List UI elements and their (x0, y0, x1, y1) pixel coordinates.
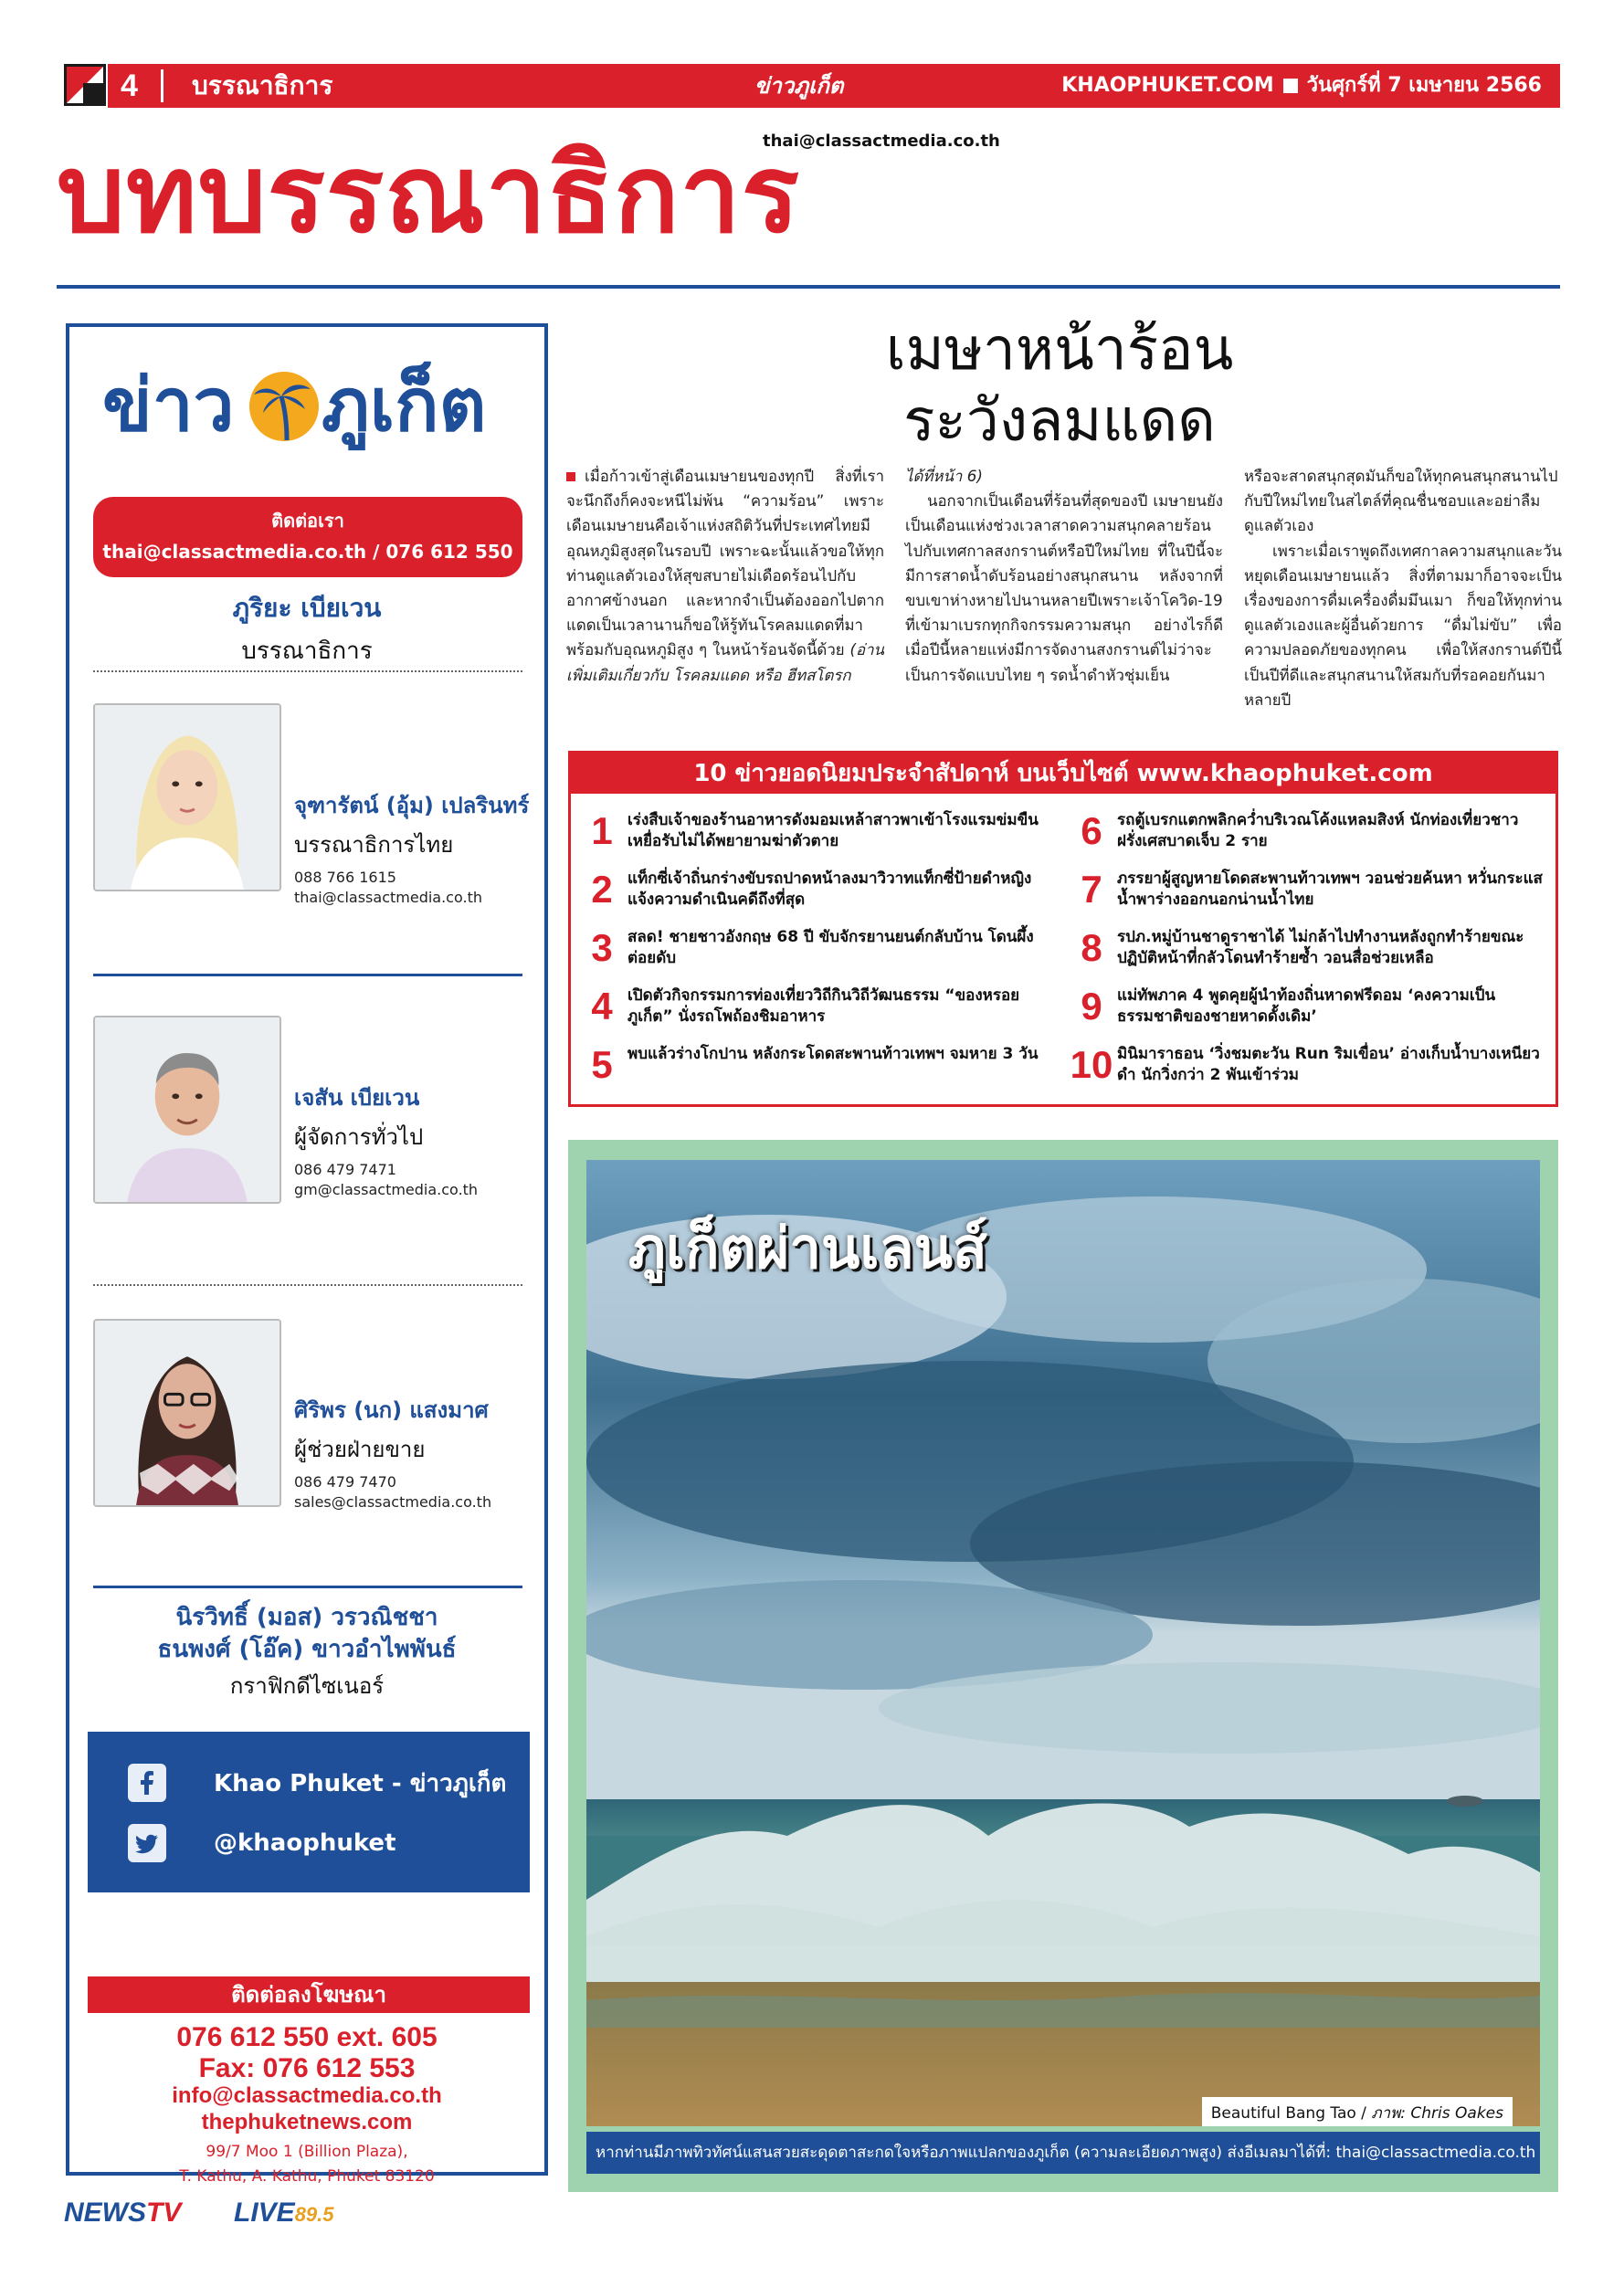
masthead-rule (57, 285, 1560, 289)
top10-headline: แท็กซี่เจ้าถิ่นกร่างขับรถปาดหน้าลงมาวิวาทแท็กซี่ป้ายดำหญิง แจ้งความดำเนินคดีถึงที่สุด (627, 869, 1032, 909)
top10-item[interactable] (580, 806, 1064, 859)
dotted-divider (93, 670, 522, 672)
staff-role: บรรณาธิการไทย (294, 832, 454, 858)
page-number: 4 (121, 69, 138, 103)
staff-role: ผู้จัดการทั่วไป (294, 1124, 424, 1150)
top10-number: 6 (1081, 809, 1102, 852)
article-italic: (อ่านเพิ่มเติมเกี่ยวกับ โรคลมแดด หรือ ฮีทสโตรก (566, 640, 884, 684)
dotted-divider (93, 1284, 522, 1286)
top10-title: 10 ข่าวยอดนิยมประจำสัปดาห์ บนเว็บไซต์ www.khaophuket.com (571, 754, 1555, 794)
top10-item[interactable] (580, 1040, 1064, 1093)
staff-phone: 088 766 1615 (294, 869, 396, 886)
article-text: หรือจะสาดสนุกสุดมันก็ขอให้ทุกคนสนุกสนานไปกับปีใหม่ไทยในสไตล์ที่คุณชื่นชอบและอย่าลืมดูแลตัวเอง (1244, 467, 1558, 535)
top10-number: 7 (1081, 868, 1102, 911)
ad-email[interactable]: info@classactmedia.co.th (172, 2083, 442, 2109)
photo-credit-place: Beautiful Bang Tao / (1210, 2104, 1366, 2123)
top10-headline: ภรรยาผู้สูญหายโดดสะพานท้าวเทพฯ วอนช่วยค้นหา หวั่นกระแสน้ำพาร่างออกนอกน่านน้ำไทย (1117, 869, 1543, 909)
article-columns (566, 464, 1562, 731)
top10-number: 4 (591, 985, 613, 1028)
photo-caption: หากท่านมีภาพทิวทัศน์แสนสวยสะดุดตาสะกดใจหรือภาพแปลกของภูเก็ต (ความละเอียดภาพสูง) ส่งอีเมลมาได้ที่: thai@classactmedia.co.th (586, 2132, 1540, 2174)
top10-number: 8 (1081, 926, 1102, 969)
article-column-2 (905, 464, 1223, 731)
corner-mark-icon (64, 64, 106, 106)
top10-headline: เปิดตัวกิจกรรมการท่องเที่ยววิถีกินวิถีวัฒนธรรม “ของหรอยภูเก็ต” นั่งรถโพถ้องชิมอาหาร (627, 986, 1020, 1026)
editor-name: ภูริยะ เบียเวน (232, 593, 382, 623)
article-title-line-1: เมษาหน้าร้อน (885, 316, 1234, 384)
editor-role: บรรณาธิการ (241, 638, 373, 665)
square-icon (1283, 79, 1298, 93)
designer-name-1: นิรวิทธิ์ (มอส) วรวณิชชา (175, 1604, 438, 1631)
newstv-logo (64, 2197, 181, 2229)
top10-item[interactable] (1070, 865, 1554, 918)
twitter-label: @khaophuket (214, 1829, 396, 1857)
khaophuket-logo (102, 360, 522, 451)
ad-address-1: 99/7 Moo 1 (Billion Plaza), (206, 2142, 408, 2161)
photo-credit-by: ภาพ: Chris Oakes (1371, 2104, 1503, 2123)
article-title (639, 314, 1480, 457)
designer-name-2: ธนพงศ์ (โอ๊ค) ขาวอำไพพันธ์ (157, 1636, 457, 1664)
top10-item[interactable] (580, 923, 1064, 976)
staff-name: เจสัน เบียเวน (294, 1085, 420, 1111)
top10-number: 1 (591, 809, 613, 852)
facebook-link[interactable] (128, 1763, 506, 1803)
designer-role: กราฟิกดีไซเนอร์ (229, 1673, 385, 1700)
masthead-title: บทบรรณาธิการ (57, 131, 801, 257)
staff-email[interactable]: gm@classactmedia.co.th (294, 1180, 479, 1198)
logo-news: NEWS (64, 2197, 146, 2228)
staff-photo-2 (93, 1016, 281, 1204)
article-title-line-2: ระวังลมแดด (903, 387, 1216, 456)
twitter-icon (128, 1824, 166, 1862)
contact-title: ติดต่อเรา (271, 510, 344, 532)
photo-credit (1202, 2097, 1513, 2126)
top10-item[interactable] (1070, 982, 1554, 1035)
ad-fax: Fax: 076 612 553 (198, 2052, 416, 2083)
staff-name: ศิริพร (นก) แสงมาศ (294, 1397, 489, 1423)
staff-info-2 (294, 1080, 541, 1199)
top10-number: 2 (591, 868, 613, 911)
logo-text-right: ภูเก็ต (322, 363, 487, 448)
top10-item[interactable] (580, 982, 1064, 1035)
staff-role: ผู้ช่วยฝ่ายขาย (294, 1437, 426, 1462)
staff-phone: 086 479 7470 (294, 1473, 396, 1491)
staff-name: จุฑารัตน์ (อุ้ม) เปลรินทร์ (294, 793, 530, 818)
contact-line[interactable]: thai@classactmedia.co.th / 076 612 550 (102, 541, 513, 563)
top10-item[interactable] (1070, 1040, 1554, 1093)
staff-info-1 (294, 787, 541, 907)
header-bar (108, 64, 1560, 108)
top10-headline: มินิมาราธอน ‘วิ่งชมตะวัน Run ริมเขื่อน’ อ่างเก็บน้ำบางเหนียวดำ นักวิ่งกว่า 2 พันเข้าร่วม (1117, 1045, 1540, 1084)
logo-tv: TV (146, 2197, 182, 2228)
article-text: เพราะเมื่อเราพูดถึงเทศกาลความสนุกและวันหยุดเดือนเมษายนแล้ว สิ่งที่ตามมาก็อาจจะเป็นเรื่องของการดื่มเครื่องดื่มมึนเมา ก็ขอให้ทุกท่านดูแลตัวเองและผู้อื่นด้วยการ “ดื่มไม่ขับ” เพื่อความปลอดภัยของทุกคน เพื่อให้สงกรานต์ปีนี้เป็นปีที่ดีและสนุกสนานให้สมกับที่รอคอยกันมาหลายปี (1244, 541, 1562, 709)
staff-info-3 (294, 1392, 541, 1512)
top10-headline: รถตู้เบรกแตกพลิกคว่ำบริเวณโค้งแหลมสิงห์ นักท่องเที่ยวชาวฝรั่งเศสบาดเจ็บ 2 ราย (1117, 811, 1519, 850)
solid-divider (93, 974, 522, 976)
logo-text-left: ข่าว (102, 363, 235, 448)
top10-headline: แม่ทัพภาค 4 พูดคุยผู้นำท้องถิ่นหาดฟรีดอม ‘คงความเป็นธรรมชาติของชายหาดดั้งเดิม’ (1117, 986, 1496, 1026)
mini-logo: ข่าวภูเก็ต (754, 73, 844, 99)
social-box (88, 1732, 530, 1892)
live-radio-logo (234, 2197, 334, 2229)
site-url[interactable]: KHAOPHUKET.COM (1061, 74, 1274, 97)
top10-number: 3 (591, 926, 613, 969)
issue-date: วันศุกร์ที่ 7 เมษายน 2566 (1306, 74, 1542, 97)
staff-email[interactable]: thai@classactmedia.co.th (294, 888, 482, 906)
top10-headline: รปภ.หมู่บ้านชาดูราชาได้ ไม่กล้าไปทำงานหลังถูกทำร้ายขณะปฏิบัติหน้าที่กลัวโดนทำร้ายซ้ำ วอนสื่อช่วยเหลือ (1117, 928, 1524, 967)
logo-frequency: 89.5 (294, 2203, 334, 2226)
article-column-3 (1244, 464, 1562, 731)
article-text: นอกจากเป็นเดือนที่ร้อนที่สุดของปี เมษายนยังเป็นเดือนแห่งช่วงเวลาสาดความสนุกคลายร้อนไปกับเทศกาลสงกรานต์หรือปีใหม่ไทย ที่ในปีนี้จะมีการสาดน้ำดับร้อนอย่างสนุกสนาน หลังจากที่ขบเขาห่างหายไปนานหลายปีเพราะเจ้าโควิด-19 ที่เข้ามาเบรกทุกกิจกรรมความสนุก อย่างไรก็ดี เมื่อปีนี้หลายแห่งมีการจัดงานสงกรานต์ไม่ว่าจะเป็นการจัดแบบไทย ๆ รดน้ำดำหัวชุ่มเย็น (905, 491, 1224, 684)
photo-panel (568, 1140, 1558, 2192)
facebook-icon (128, 1764, 166, 1802)
editor-block (69, 588, 544, 669)
ad-website[interactable]: thephuketnews.com (201, 2109, 413, 2134)
solid-divider (93, 1586, 522, 1588)
masthead-email[interactable]: thai@classactmedia.co.th (763, 132, 1000, 151)
top10-number: 5 (591, 1043, 613, 1086)
staff-photo-1 (93, 703, 281, 891)
ad-contact-header: ติดต่อลงโฆษณา (88, 1976, 530, 2013)
divider (161, 69, 163, 102)
staff-phone: 086 479 7471 (294, 1161, 396, 1178)
section-name: บรรณาธิการ (192, 70, 333, 100)
top10-item[interactable] (1070, 923, 1554, 976)
photo-title: ภูเก็ตผ่านเลนส์ (628, 1215, 987, 1281)
ad-phone: 076 612 550 ext. 605 (176, 2022, 438, 2052)
logo-live: LIVE (234, 2197, 295, 2228)
top10-box (568, 751, 1558, 1107)
staff-email[interactable]: sales@classactmedia.co.th (294, 1492, 492, 1511)
top10-item[interactable] (580, 865, 1064, 918)
facebook-label: Khao Phuket - ข่าวภูเก็ต (214, 1769, 507, 1797)
article-italic: ได้ที่หน้า 6) (905, 467, 983, 485)
site-and-date (1061, 64, 1542, 108)
article-text: เมื่อก้าวเข้าสู่เดือนเมษายนของทุกปี สิ่งที่เราจะนึกถึงก็คงจะหนีไม่พ้น “ความร้อน” เพราะเดือนเมษายนคือเจ้าแห่งสถิติวันที่ประเทศไทยมีอุณหภูมิสูงสุดในรอบปี เพราะฉะนั้นแล้วขอให้ทุกท่านดูแลตัวเองให้สุขสบายไม่เดือดร้อนไปกับอากาศข้างนอก และหากจำเป็นต้องออกไปตากแดดเป็นเวลานานก็ขอให้รู้ทันโรคลมแดดที่มาพร้อมกับอุณหภูมิสูง ๆ ในหน้าร้อนจัดนี้ด้วย (566, 467, 884, 659)
ad-contact-info (69, 2022, 544, 2189)
contact-box (93, 497, 522, 577)
top10-headline: สลด! ชายชาวอังกฤษ 68 ปี ขับจักรยานยนต์กลับบ้าน โดนผึ้งต่อยดับ (627, 928, 1034, 967)
top10-headline: พบแล้วร่างโกปาน หลังกระโดดสะพานท้าวเทพฯ จมหาย 3 วัน (627, 1045, 1039, 1063)
bullet-icon (566, 472, 575, 481)
staff-photo-3 (93, 1319, 281, 1507)
top10-item[interactable] (1070, 806, 1554, 859)
article-column-1 (566, 464, 884, 731)
twitter-link[interactable] (128, 1823, 396, 1863)
top10-number: 9 (1081, 985, 1102, 1028)
ad-address-2: T. Kathu, A. Kathu, Phuket 83120 (179, 2166, 435, 2186)
palm-sun-icon (247, 369, 322, 444)
designers-block (69, 1602, 544, 1703)
staff-sidebar (66, 323, 548, 2186)
top10-number: 10 (1070, 1043, 1113, 1086)
beach-photo (586, 1160, 1540, 2126)
top10-headline: เร่งสืบเจ้าของร้านอาหารดังมอมเหล้าสาวพาเข้าโรงแรมข่มขืน เหยื่อรับไม่ได้พยายามฆ่าตัวตาย (627, 811, 1039, 850)
